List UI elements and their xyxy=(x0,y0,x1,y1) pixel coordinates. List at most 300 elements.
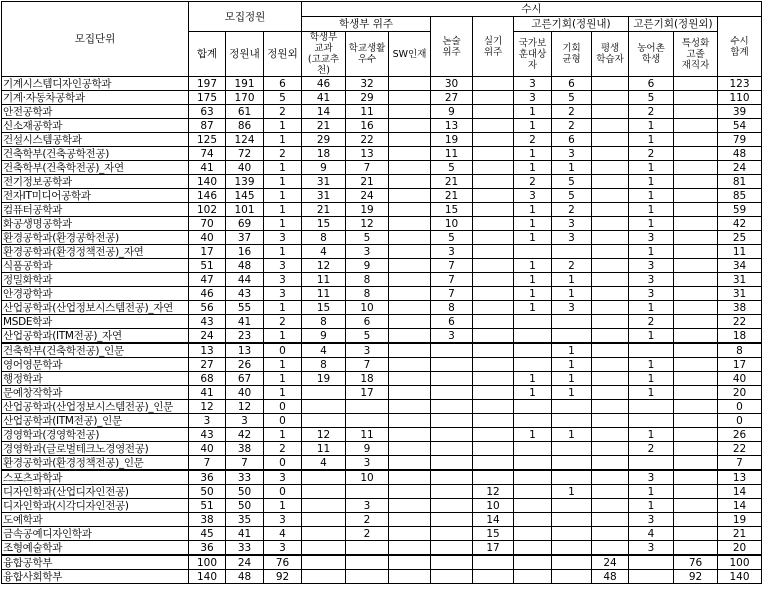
table-cell[interactable]: 10 xyxy=(431,217,473,231)
table-cell[interactable]: 1 xyxy=(514,273,552,287)
table-cell[interactable] xyxy=(473,555,514,570)
table-cell[interactable] xyxy=(674,259,718,273)
table-cell[interactable] xyxy=(552,442,592,456)
table-cell[interactable]: 13 xyxy=(431,119,473,133)
table-cell[interactable]: 34 xyxy=(718,259,762,273)
department-name-cell[interactable]: 건설시스템공학과 xyxy=(2,133,189,147)
table-cell[interactable] xyxy=(302,485,346,499)
table-cell[interactable]: 26 xyxy=(226,358,264,372)
table-cell[interactable]: 1 xyxy=(514,372,552,386)
table-cell[interactable]: 1 xyxy=(264,301,302,315)
table-cell[interactable] xyxy=(592,400,629,414)
table-cell[interactable]: 140 xyxy=(718,570,762,584)
table-cell[interactable]: 3 xyxy=(346,245,389,259)
table-cell[interactable] xyxy=(389,301,431,315)
table-cell[interactable]: 12 xyxy=(302,428,346,442)
table-cell[interactable]: 3 xyxy=(552,217,592,231)
table-cell[interactable] xyxy=(431,372,473,386)
table-cell[interactable] xyxy=(592,470,629,485)
table-cell[interactable]: 2 xyxy=(552,259,592,273)
table-cell[interactable] xyxy=(592,527,629,541)
table-cell[interactable]: 8 xyxy=(718,343,762,358)
table-cell[interactable] xyxy=(592,105,629,119)
department-name-cell[interactable]: 영어영문학과 xyxy=(2,358,189,372)
table-cell[interactable] xyxy=(389,343,431,358)
table-cell[interactable]: 1 xyxy=(514,231,552,245)
table-cell[interactable]: 175 xyxy=(189,91,226,105)
table-cell[interactable]: 3 xyxy=(629,231,674,245)
table-cell[interactable]: 1 xyxy=(629,499,674,513)
table-cell[interactable]: 15 xyxy=(473,527,514,541)
table-cell[interactable] xyxy=(674,358,718,372)
table-cell[interactable]: 7 xyxy=(431,273,473,287)
table-cell[interactable] xyxy=(302,513,346,527)
table-cell[interactable]: 2 xyxy=(629,442,674,456)
department-name-cell[interactable]: 경영학과(경영학전공) xyxy=(2,428,189,442)
table-cell[interactable] xyxy=(473,259,514,273)
table-cell[interactable] xyxy=(514,485,552,499)
table-cell[interactable]: 11 xyxy=(302,273,346,287)
table-cell[interactable] xyxy=(473,161,514,175)
table-cell[interactable]: 21 xyxy=(302,203,346,217)
table-cell[interactable]: 19 xyxy=(302,372,346,386)
table-cell[interactable] xyxy=(674,133,718,147)
table-cell[interactable] xyxy=(431,485,473,499)
table-cell[interactable]: 41 xyxy=(189,386,226,400)
table-cell[interactable] xyxy=(514,499,552,513)
table-cell[interactable] xyxy=(674,217,718,231)
table-cell[interactable]: 2 xyxy=(629,315,674,329)
table-cell[interactable]: 13 xyxy=(226,343,264,358)
department-name-cell[interactable]: 환경공학과(환경정책전공)_인문 xyxy=(2,456,189,471)
table-cell[interactable]: 40 xyxy=(718,372,762,386)
table-cell[interactable] xyxy=(592,91,629,105)
table-cell[interactable] xyxy=(473,442,514,456)
table-cell[interactable] xyxy=(431,541,473,556)
table-cell[interactable]: 50 xyxy=(226,499,264,513)
table-cell[interactable]: 4 xyxy=(629,527,674,541)
table-cell[interactable] xyxy=(346,485,389,499)
table-cell[interactable]: 170 xyxy=(226,91,264,105)
table-cell[interactable]: 0 xyxy=(264,414,302,428)
department-name-cell[interactable]: 컴퓨터공학과 xyxy=(2,203,189,217)
table-cell[interactable]: 20 xyxy=(718,541,762,556)
table-cell[interactable]: 12 xyxy=(302,259,346,273)
table-cell[interactable] xyxy=(431,570,473,584)
department-name-cell[interactable]: 금속공예디자인학과 xyxy=(2,527,189,541)
table-cell[interactable]: 76 xyxy=(264,555,302,570)
table-cell[interactable]: 123 xyxy=(718,77,762,91)
table-cell[interactable] xyxy=(552,414,592,428)
table-cell[interactable]: 1 xyxy=(264,189,302,203)
table-cell[interactable]: 3 xyxy=(629,470,674,485)
department-name-cell[interactable]: 신소재공학과 xyxy=(2,119,189,133)
table-cell[interactable] xyxy=(514,470,552,485)
table-cell[interactable]: 3 xyxy=(264,470,302,485)
table-cell[interactable]: 27 xyxy=(431,91,473,105)
table-cell[interactable]: 14 xyxy=(473,513,514,527)
table-cell[interactable]: 21 xyxy=(302,119,346,133)
table-cell[interactable] xyxy=(674,203,718,217)
table-cell[interactable] xyxy=(389,386,431,400)
table-cell[interactable]: 5 xyxy=(431,161,473,175)
table-cell[interactable] xyxy=(629,570,674,584)
table-cell[interactable] xyxy=(473,245,514,259)
table-cell[interactable] xyxy=(473,456,514,471)
table-cell[interactable]: 2 xyxy=(264,442,302,456)
table-cell[interactable]: 5 xyxy=(346,329,389,344)
table-cell[interactable]: 2 xyxy=(264,105,302,119)
table-cell[interactable]: 36 xyxy=(189,470,226,485)
table-cell[interactable]: 42 xyxy=(718,217,762,231)
table-cell[interactable] xyxy=(674,315,718,329)
table-cell[interactable] xyxy=(674,175,718,189)
table-cell[interactable] xyxy=(592,414,629,428)
table-cell[interactable] xyxy=(389,245,431,259)
table-cell[interactable] xyxy=(674,428,718,442)
table-cell[interactable]: 4 xyxy=(302,245,346,259)
table-cell[interactable]: 2 xyxy=(552,203,592,217)
table-cell[interactable]: 8 xyxy=(346,287,389,301)
table-cell[interactable]: 0 xyxy=(264,485,302,499)
table-cell[interactable]: 100 xyxy=(189,555,226,570)
table-cell[interactable] xyxy=(629,400,674,414)
table-cell[interactable]: 1 xyxy=(552,485,592,499)
table-cell[interactable] xyxy=(514,358,552,372)
table-cell[interactable]: 3 xyxy=(552,301,592,315)
table-cell[interactable]: 13 xyxy=(189,343,226,358)
table-cell[interactable]: 17 xyxy=(718,358,762,372)
table-cell[interactable]: 3 xyxy=(552,231,592,245)
table-cell[interactable]: 5 xyxy=(431,231,473,245)
table-cell[interactable]: 4 xyxy=(302,343,346,358)
table-cell[interactable]: 110 xyxy=(718,91,762,105)
table-cell[interactable] xyxy=(473,470,514,485)
table-cell[interactable]: 3 xyxy=(264,513,302,527)
table-cell[interactable] xyxy=(473,203,514,217)
table-cell[interactable] xyxy=(552,315,592,329)
table-cell[interactable] xyxy=(389,570,431,584)
table-cell[interactable]: 0 xyxy=(264,456,302,471)
table-cell[interactable] xyxy=(514,555,552,570)
table-cell[interactable]: 145 xyxy=(226,189,264,203)
department-name-cell[interactable]: 기계·자동차공학과 xyxy=(2,91,189,105)
table-cell[interactable]: 5 xyxy=(552,189,592,203)
department-name-cell[interactable]: 산업공학과(ITM전공)_인문 xyxy=(2,414,189,428)
table-cell[interactable]: 41 xyxy=(226,527,264,541)
table-cell[interactable]: 1 xyxy=(629,245,674,259)
table-cell[interactable]: 6 xyxy=(346,315,389,329)
table-cell[interactable]: 1 xyxy=(514,203,552,217)
department-name-cell[interactable]: 조형예술학과 xyxy=(2,541,189,556)
table-cell[interactable] xyxy=(674,147,718,161)
table-cell[interactable] xyxy=(592,273,629,287)
department-name-cell[interactable]: 안전공학과 xyxy=(2,105,189,119)
table-cell[interactable]: 5 xyxy=(629,91,674,105)
table-cell[interactable] xyxy=(674,301,718,315)
table-cell[interactable]: 8 xyxy=(302,231,346,245)
department-name-cell[interactable]: 문예창작학과 xyxy=(2,386,189,400)
table-cell[interactable]: 1 xyxy=(629,485,674,499)
department-name-cell[interactable]: 환경공학과(환경정책전공)_자연 xyxy=(2,245,189,259)
table-cell[interactable]: 1 xyxy=(514,217,552,231)
department-name-cell[interactable]: 전자IT미디어공학과 xyxy=(2,189,189,203)
table-cell[interactable]: 12 xyxy=(473,485,514,499)
table-cell[interactable] xyxy=(592,428,629,442)
table-cell[interactable] xyxy=(592,119,629,133)
table-cell[interactable]: 6 xyxy=(629,77,674,91)
table-cell[interactable]: 1 xyxy=(264,133,302,147)
table-cell[interactable]: 4 xyxy=(264,527,302,541)
department-name-cell[interactable]: 행정학과 xyxy=(2,372,189,386)
table-cell[interactable] xyxy=(674,161,718,175)
table-cell[interactable] xyxy=(473,175,514,189)
table-cell[interactable]: 1 xyxy=(514,147,552,161)
table-cell[interactable] xyxy=(389,555,431,570)
table-cell[interactable]: 3 xyxy=(431,329,473,344)
table-cell[interactable]: 22 xyxy=(718,315,762,329)
table-cell[interactable]: 92 xyxy=(264,570,302,584)
table-cell[interactable]: 9 xyxy=(346,442,389,456)
table-cell[interactable] xyxy=(473,570,514,584)
table-cell[interactable]: 146 xyxy=(189,189,226,203)
table-cell[interactable]: 7 xyxy=(431,259,473,273)
table-cell[interactable] xyxy=(592,372,629,386)
table-cell[interactable]: 1 xyxy=(629,189,674,203)
table-cell[interactable]: 39 xyxy=(718,105,762,119)
table-cell[interactable]: 100 xyxy=(718,555,762,570)
table-cell[interactable]: 7 xyxy=(226,456,264,471)
table-cell[interactable]: 11 xyxy=(346,428,389,442)
table-cell[interactable]: 1 xyxy=(514,301,552,315)
table-cell[interactable]: 4 xyxy=(302,456,346,471)
table-cell[interactable] xyxy=(389,315,431,329)
table-cell[interactable] xyxy=(389,470,431,485)
table-cell[interactable]: 1 xyxy=(629,119,674,133)
table-cell[interactable]: 1 xyxy=(552,287,592,301)
table-cell[interactable]: 139 xyxy=(226,175,264,189)
table-cell[interactable] xyxy=(552,555,592,570)
table-cell[interactable] xyxy=(346,400,389,414)
table-cell[interactable]: 18 xyxy=(346,372,389,386)
table-cell[interactable]: 40 xyxy=(189,442,226,456)
table-cell[interactable]: 15 xyxy=(302,217,346,231)
table-cell[interactable] xyxy=(674,245,718,259)
table-cell[interactable] xyxy=(473,189,514,203)
table-cell[interactable] xyxy=(473,119,514,133)
table-cell[interactable]: 3 xyxy=(226,414,264,428)
table-cell[interactable] xyxy=(389,273,431,287)
table-cell[interactable]: 79 xyxy=(718,133,762,147)
department-name-cell[interactable]: 융합사회학부 xyxy=(2,570,189,584)
table-cell[interactable]: 5 xyxy=(346,231,389,245)
table-cell[interactable] xyxy=(514,343,552,358)
table-cell[interactable] xyxy=(592,442,629,456)
table-cell[interactable] xyxy=(473,343,514,358)
table-cell[interactable]: 3 xyxy=(346,343,389,358)
table-cell[interactable] xyxy=(389,400,431,414)
table-cell[interactable]: 3 xyxy=(264,259,302,273)
table-cell[interactable]: 1 xyxy=(552,161,592,175)
table-cell[interactable] xyxy=(389,133,431,147)
table-cell[interactable]: 45 xyxy=(189,527,226,541)
table-cell[interactable]: 38 xyxy=(226,442,264,456)
table-cell[interactable] xyxy=(473,386,514,400)
department-name-cell[interactable]: 안경광학과 xyxy=(2,287,189,301)
table-cell[interactable]: 24 xyxy=(346,189,389,203)
table-cell[interactable]: 1 xyxy=(514,105,552,119)
table-cell[interactable] xyxy=(552,541,592,556)
table-cell[interactable]: 13 xyxy=(346,147,389,161)
table-cell[interactable]: 140 xyxy=(189,175,226,189)
table-cell[interactable]: 1 xyxy=(629,358,674,372)
table-cell[interactable] xyxy=(629,456,674,471)
table-cell[interactable]: 7 xyxy=(189,456,226,471)
table-cell[interactable] xyxy=(592,147,629,161)
table-cell[interactable] xyxy=(389,203,431,217)
table-cell[interactable] xyxy=(592,456,629,471)
table-cell[interactable] xyxy=(514,400,552,414)
table-cell[interactable] xyxy=(674,189,718,203)
table-cell[interactable]: 1 xyxy=(629,386,674,400)
table-cell[interactable]: 1 xyxy=(264,329,302,344)
table-cell[interactable] xyxy=(431,358,473,372)
department-name-cell[interactable]: 환경공학과(환경공학전공) xyxy=(2,231,189,245)
table-cell[interactable]: 70 xyxy=(189,217,226,231)
table-cell[interactable]: 43 xyxy=(189,315,226,329)
department-name-cell[interactable]: MSDE학과 xyxy=(2,315,189,329)
table-cell[interactable] xyxy=(473,372,514,386)
table-cell[interactable]: 61 xyxy=(226,105,264,119)
table-cell[interactable]: 5 xyxy=(552,175,592,189)
table-cell[interactable]: 35 xyxy=(226,513,264,527)
department-name-cell[interactable]: 디자인학과(산업디자인전공) xyxy=(2,485,189,499)
table-cell[interactable] xyxy=(674,343,718,358)
table-cell[interactable]: 38 xyxy=(718,301,762,315)
table-cell[interactable] xyxy=(389,485,431,499)
table-cell[interactable] xyxy=(473,428,514,442)
table-cell[interactable] xyxy=(389,77,431,91)
table-cell[interactable]: 14 xyxy=(302,105,346,119)
table-cell[interactable] xyxy=(674,119,718,133)
table-cell[interactable]: 0 xyxy=(264,400,302,414)
table-cell[interactable] xyxy=(592,77,629,91)
table-cell[interactable] xyxy=(592,133,629,147)
table-cell[interactable]: 32 xyxy=(346,77,389,91)
table-cell[interactable]: 46 xyxy=(302,77,346,91)
table-cell[interactable]: 40 xyxy=(189,231,226,245)
table-cell[interactable]: 86 xyxy=(226,119,264,133)
table-cell[interactable]: 19 xyxy=(718,513,762,527)
table-cell[interactable]: 21 xyxy=(431,189,473,203)
table-cell[interactable]: 3 xyxy=(514,77,552,91)
table-cell[interactable] xyxy=(431,513,473,527)
table-cell[interactable]: 27 xyxy=(189,358,226,372)
table-cell[interactable] xyxy=(674,77,718,91)
table-cell[interactable] xyxy=(552,245,592,259)
table-cell[interactable] xyxy=(674,513,718,527)
table-cell[interactable] xyxy=(674,527,718,541)
table-cell[interactable]: 3 xyxy=(552,147,592,161)
table-cell[interactable]: 1 xyxy=(264,217,302,231)
table-cell[interactable] xyxy=(389,147,431,161)
table-cell[interactable] xyxy=(552,470,592,485)
table-cell[interactable]: 24 xyxy=(189,329,226,344)
table-cell[interactable] xyxy=(431,386,473,400)
table-cell[interactable]: 124 xyxy=(226,133,264,147)
table-cell[interactable]: 31 xyxy=(718,287,762,301)
table-cell[interactable] xyxy=(473,147,514,161)
table-cell[interactable]: 36 xyxy=(189,541,226,556)
table-cell[interactable] xyxy=(302,414,346,428)
table-cell[interactable]: 1 xyxy=(629,203,674,217)
table-cell[interactable]: 50 xyxy=(226,485,264,499)
table-cell[interactable]: 21 xyxy=(718,527,762,541)
department-name-cell[interactable]: 건축학부(건축공학전공) xyxy=(2,147,189,161)
table-cell[interactable] xyxy=(552,329,592,344)
table-cell[interactable]: 48 xyxy=(718,147,762,161)
table-cell[interactable] xyxy=(389,189,431,203)
table-cell[interactable]: 54 xyxy=(718,119,762,133)
table-cell[interactable] xyxy=(389,414,431,428)
table-cell[interactable]: 1 xyxy=(514,259,552,273)
table-cell[interactable] xyxy=(592,386,629,400)
table-cell[interactable] xyxy=(346,541,389,556)
table-cell[interactable]: 41 xyxy=(302,91,346,105)
table-cell[interactable]: 2 xyxy=(264,147,302,161)
table-cell[interactable] xyxy=(389,329,431,344)
table-cell[interactable]: 14 xyxy=(718,499,762,513)
table-cell[interactable] xyxy=(389,499,431,513)
table-cell[interactable]: 18 xyxy=(302,147,346,161)
table-cell[interactable]: 1 xyxy=(552,386,592,400)
table-cell[interactable] xyxy=(592,175,629,189)
table-cell[interactable] xyxy=(514,527,552,541)
table-cell[interactable]: 24 xyxy=(718,161,762,175)
table-cell[interactable]: 26 xyxy=(718,428,762,442)
table-cell[interactable] xyxy=(389,442,431,456)
table-cell[interactable] xyxy=(431,499,473,513)
table-cell[interactable]: 1 xyxy=(629,217,674,231)
table-cell[interactable]: 3 xyxy=(514,189,552,203)
table-cell[interactable] xyxy=(473,358,514,372)
table-cell[interactable]: 44 xyxy=(226,273,264,287)
table-cell[interactable]: 92 xyxy=(674,570,718,584)
table-cell[interactable]: 1 xyxy=(552,343,592,358)
table-cell[interactable] xyxy=(346,555,389,570)
table-cell[interactable] xyxy=(674,386,718,400)
table-cell[interactable] xyxy=(592,217,629,231)
table-cell[interactable]: 197 xyxy=(189,77,226,91)
table-cell[interactable]: 22 xyxy=(718,442,762,456)
table-cell[interactable] xyxy=(389,358,431,372)
table-cell[interactable] xyxy=(346,570,389,584)
table-cell[interactable] xyxy=(473,414,514,428)
table-cell[interactable] xyxy=(389,161,431,175)
table-cell[interactable]: 67 xyxy=(226,372,264,386)
table-cell[interactable]: 2 xyxy=(629,147,674,161)
table-cell[interactable]: 1 xyxy=(514,428,552,442)
table-cell[interactable] xyxy=(514,442,552,456)
table-cell[interactable]: 3 xyxy=(264,541,302,556)
table-cell[interactable]: 1 xyxy=(514,119,552,133)
table-cell[interactable]: 2 xyxy=(514,175,552,189)
table-cell[interactable]: 2 xyxy=(264,315,302,329)
table-cell[interactable] xyxy=(552,527,592,541)
table-cell[interactable]: 1 xyxy=(264,428,302,442)
table-cell[interactable]: 19 xyxy=(346,203,389,217)
table-cell[interactable] xyxy=(302,541,346,556)
